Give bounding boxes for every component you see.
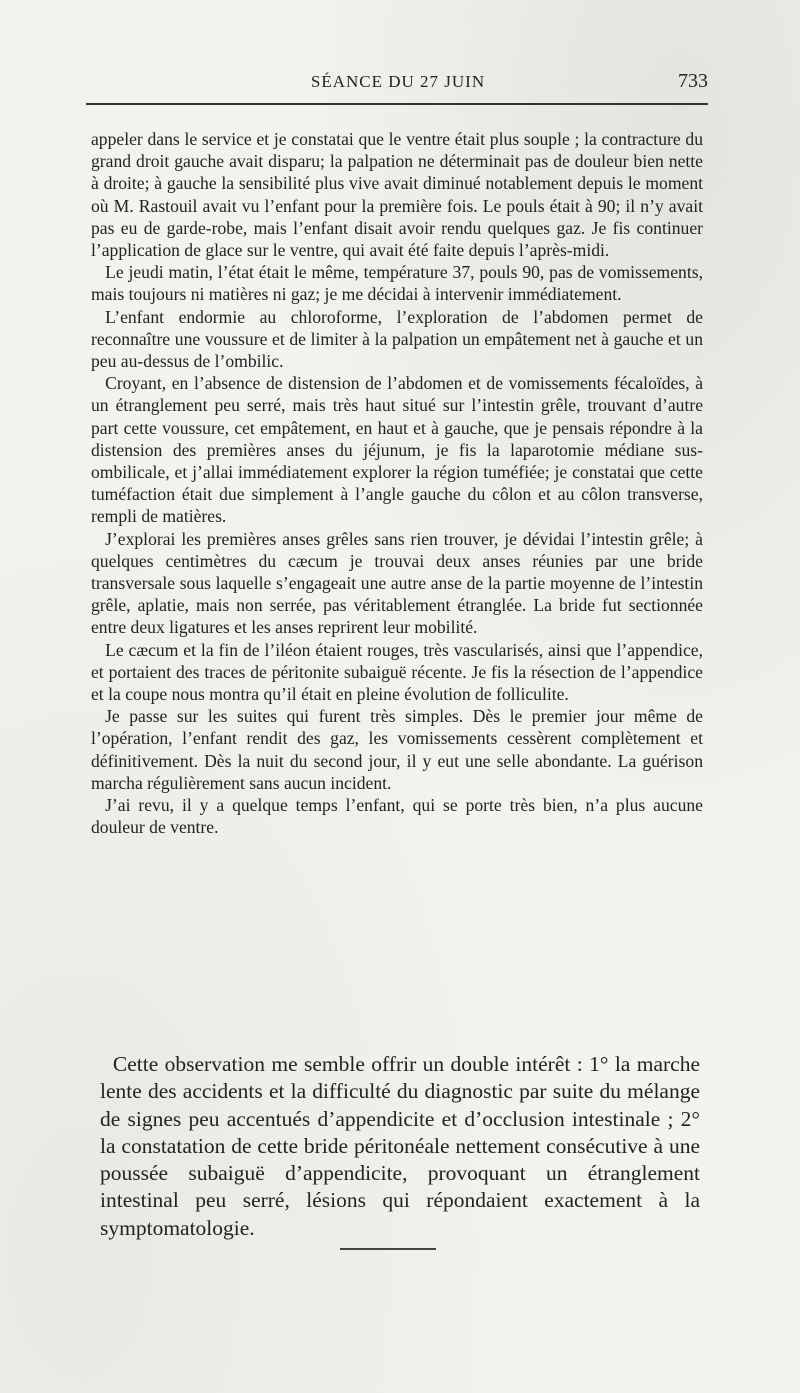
page-number: 733 xyxy=(678,70,708,92)
paragraph: Je passe sur les suites qui furent très simples. Dès le premier jour même de l’opération, l’enfant rendit des gaz, les vomissements cessèrent complètement et définitivement. Dès la nuit du second jour, il y eut une selle abondante. La guérison marcha régulièrement sans aucun incident. xyxy=(91,706,703,793)
paragraph: Le cæcum et la fin de l’iléon étaient rouges, très vascularisés, ainsi que l’appendice, et portaient des traces de péritonite subaiguë récente. Je fis la résection de l’appendice et la coupe nous montra qu’il était en pleine évolution de folliculite. xyxy=(91,639,703,705)
paragraph: L’enfant endormie au chloroforme, l’exploration de l’abdomen permet de reconnaître une voussure et de limiter à la palpation un empâtement net à gauche et un peu au-dessus de l’ombilic. xyxy=(91,306,703,372)
paragraph: Le jeudi matin, l’état était le même, température 37, pouls 90, pas de vomissements, mais toujours ni matières ni gaz; je me décidai à intervenir immédiatement. xyxy=(91,262,703,305)
body-text xyxy=(91,128,703,839)
paragraph: appeler dans le service et je constatai que le ventre était plus souple ; la contracture du grand droit gauche avait disparu; la palpation ne déterminait pas de douleur bien nette à droite; à gauche la sensibilité plus vive avait diminué notablement depuis le moment où M. Rastouil avait vu l’enfant pour la première fois. Le pouls était à 90; il n’y avait pas eu de garde-robe, mais l’enfant disait avoir rendu quelques gaz. Je fis continuer l’application de glace sur le ventre, qui avait été faite depuis l’après-midi. xyxy=(91,129,703,261)
end-rule xyxy=(340,1248,436,1250)
paragraph: J’explorai les premières anses grêles sans rien trouver, je dévidai l’intestin grêle; à quelques centimètres du cæcum je trouvai deux anses réunies par une bride transversale sous laquelle s’engageait une autre anse de la partie moyenne de l’intestin grêle, aplatie, mais non serrée, pas véritablement étranglée. La bride fut sectionnée entre deux ligatures et les anses reprirent leur mobilité. xyxy=(91,528,703,638)
header-rule xyxy=(86,103,708,105)
running-title: SÉANCE DU 27 JUIN xyxy=(310,72,486,91)
conclusion xyxy=(100,1051,700,1242)
paragraph: J’ai revu, il y a quelque temps l’enfant, qui se porte très bien, n’a plus aucune douleur de ventre. xyxy=(91,795,703,838)
paragraph: Croyant, en l’absence de distension de l’abdomen et de vomissements fécaloïdes, à un étranglement peu serré, mais très haut situé sur l’intestin grêle, trouvant d’autre part cette voussure, cet empâtement, en haut et à gauche, que je pensais répondre à la distension des premières anses du jéjunum, je fis la laparotomie médiane sus-ombilicale, et j’allai immédiatement explorer la région tuméfiée; je constatai que cette tuméfaction était due simplement à l’angle gauche du côlon et au côlon transverse, rempli de matières. xyxy=(91,373,703,527)
conclusion-paragraph: Cette observation me semble offrir un double intérêt : 1° la marche lente des accidents et la difficulté du diagnostic par suite du mélange de signes peu accentués d’appendicite et d’occlusion intestinale ; 2° la constatation de cette bride péritonéale nettement consécutive à une poussée subaiguë d’appendicite, provoquant un étranglement intestinal peu serré, lésions qui répondaient exactement à la symptomatologie. xyxy=(100,1052,700,1240)
page-header xyxy=(88,68,708,98)
